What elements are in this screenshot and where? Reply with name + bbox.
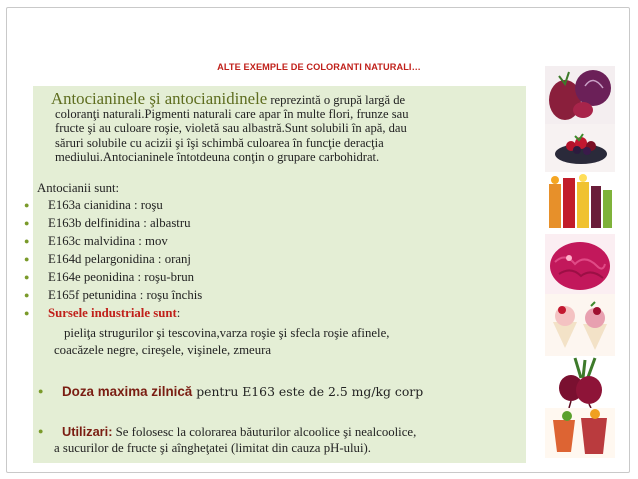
sources-label: Sursele industriale sunt	[48, 306, 177, 320]
list-item: ● E165f petunidina : roşu închis	[48, 288, 202, 303]
utilizari-text: Se folosesc la colorarea băuturilor alcoolice şi nealcoolice,	[112, 425, 417, 439]
sources-line-1: pieliţa strugurilor şi tescovina,varza roşie şi sfecla roşie afinele,	[64, 326, 390, 340]
sources-line-2: coacăzele negre, cireşele, vişinele, zmeura	[54, 343, 272, 357]
list-item: ● E163a cianidina : roşu	[48, 198, 163, 213]
intro-line-5: mediului.Antocianinele întotdeuna conţin o grupare carbohidrat.	[55, 149, 380, 164]
utilizari-line	[62, 424, 416, 440]
drink-glasses-image	[545, 408, 615, 458]
list-item: ● E163c malvidina : mov	[48, 234, 168, 249]
page-title: ALTE EXEMPLE DE COLORANTI NATURALI…	[217, 62, 421, 72]
berries-bowl-image	[545, 124, 615, 172]
intro-line-1: reprezintă o grupă largă de	[267, 93, 406, 107]
list-item: ● E164d pelargonidina : oranj	[48, 252, 191, 267]
sources-colon: :	[176, 306, 181, 320]
list-item: ● E163b delfinidina : albastru	[48, 216, 191, 231]
list-item: ● E164e peonidina : roşu-brun	[48, 270, 194, 285]
beetroot-bunch-image	[545, 356, 615, 408]
intro-paragraph	[51, 89, 521, 164]
doza-label: Doza maxima zilnică	[62, 384, 193, 399]
utilizari-label: Utilizari:	[62, 424, 113, 439]
doza-text: pentru E163 este de 2.5 mg/kg corp	[192, 384, 424, 399]
intro-line-4: săruri solubile cu acizii şi îşi schimbă culoarea în funcţie deracţia	[55, 135, 384, 150]
juice-glasses-image	[545, 172, 615, 234]
sources-heading	[48, 306, 180, 321]
utilizari-line-2: a sucurilor de fructe şi aîngheţatei (limitat din cauza pH-ului).	[54, 441, 371, 455]
doza-line	[62, 384, 423, 400]
image-strip	[545, 66, 615, 458]
antociani-label: Antocianii sunt:	[37, 181, 120, 195]
beets-and-red-cabbage-image	[545, 66, 615, 124]
ice-cream-desserts-image	[545, 294, 615, 356]
intro-lead: Antocianinele şi antocianidinele	[51, 89, 268, 108]
intro-line-2: coloranţi naturali.Pigmenti naturali care apar în multe flori, frunze sau	[55, 107, 409, 122]
grated-beet-image	[545, 234, 615, 294]
intro-line-3: fructe şi au culoare roşie, violetă sau albastră.Sunt solubili în apă, dau	[55, 121, 407, 136]
image-strip-graphic	[545, 66, 615, 458]
